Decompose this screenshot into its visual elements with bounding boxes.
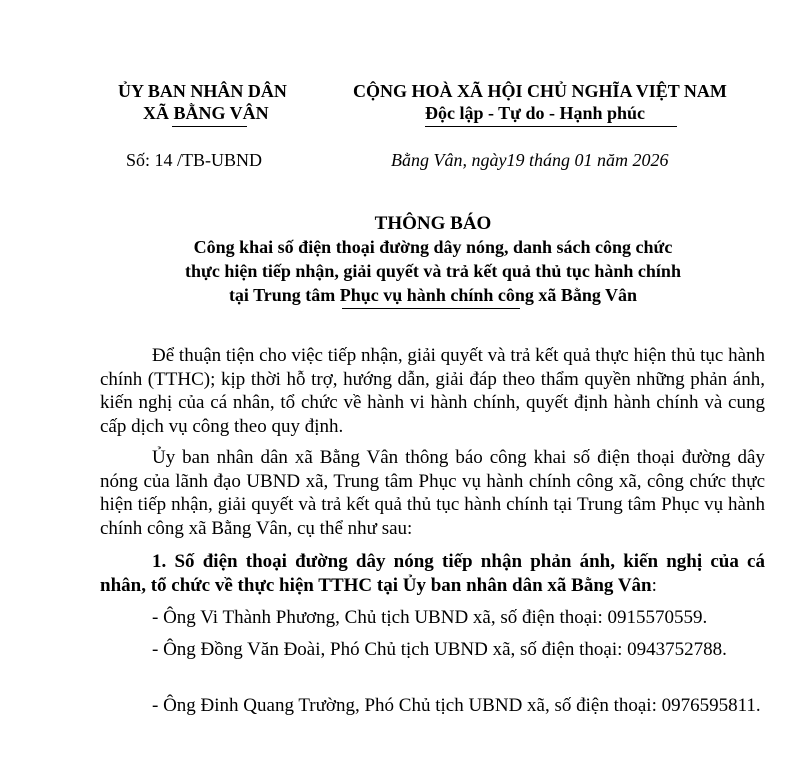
notice-subtitle-line2: thực hiện tiếp nhận, giải quyết và trả kết quả thủ tục hành chính <box>185 261 681 281</box>
contact-item: - Ông Đinh Quang Trường, Phó Chủ tịch UBND xã, số điện thoại: 0976595811. <box>152 695 761 716</box>
contact-item: - Ông Đồng Văn Đoài, Phó Chủ tịch UBND xã, số điện thoại: 0943752788. <box>152 639 727 660</box>
motto-underline <box>425 126 677 127</box>
commune-name: XÃ BẰNG VÂN <box>143 103 269 123</box>
contact-item: - Ông Vi Thành Phương, Chủ tịch UBND xã, số điện thoại: 0915570559. <box>152 607 708 628</box>
section-1-colon: : <box>651 574 657 596</box>
section-1-heading-text: 1. Số điện thoại đường dây nóng tiếp nhận phản ánh, kiến nghị của cá nhân, tổ chức về thực hiện TTHC tại Ủy ban nhân dân xã Bằng Vân <box>100 551 765 596</box>
commune-underline <box>172 126 247 127</box>
place-date: Bằng Vân, ngày19 tháng 01 năm 2026 <box>391 150 669 170</box>
section-1-heading <box>100 550 765 597</box>
national-motto: Độc lập - Tự do - Hạnh phúc <box>425 103 646 123</box>
notice-subtitle-line1: Công khai số điện thoại đường dây nóng, danh sách công chức <box>193 237 673 257</box>
announcement-paragraph: Ủy ban nhân dân xã Bằng Vân thông báo công khai số điện thoại đường dây nóng của lãnh đạo UBND xã, Trung tâm Phục vụ hành chính công xã, công chức thực hiện tiếp nhận, giải quyết và trả kết quả thủ tục hành chính tại Trung tâm Phục vụ hành chính công xã Bằng Vân, cụ thể như sau: <box>100 447 765 539</box>
title-underline <box>342 308 520 309</box>
document-number: Số: 14 /TB-UBND <box>126 150 263 170</box>
intro-paragraph: Để thuận tiện cho việc tiếp nhận, giải quyết và trả kết quả thực hiện thủ tục hành chính (TTHC); kịp thời hỗ trợ, hướng dẫn, giải đáp theo thẩm quyền những phản ánh, kiến nghị của cá nhân, tổ chức về hành vi hành chính, quyết định hành chính và cung cấp dịch vụ công theo quy định. <box>100 345 765 437</box>
notice-subtitle-line3: tại Trung tâm Phục vụ hành chính công xã Bằng Vân <box>228 285 638 305</box>
notice-heading: THÔNG BÁO <box>374 213 492 234</box>
agency-name: ỦY BAN NHÂN DÂN <box>118 81 287 101</box>
national-title: CỘNG HOÀ XÃ HỘI CHỦ NGHĨA VIỆT NAM <box>353 81 727 101</box>
